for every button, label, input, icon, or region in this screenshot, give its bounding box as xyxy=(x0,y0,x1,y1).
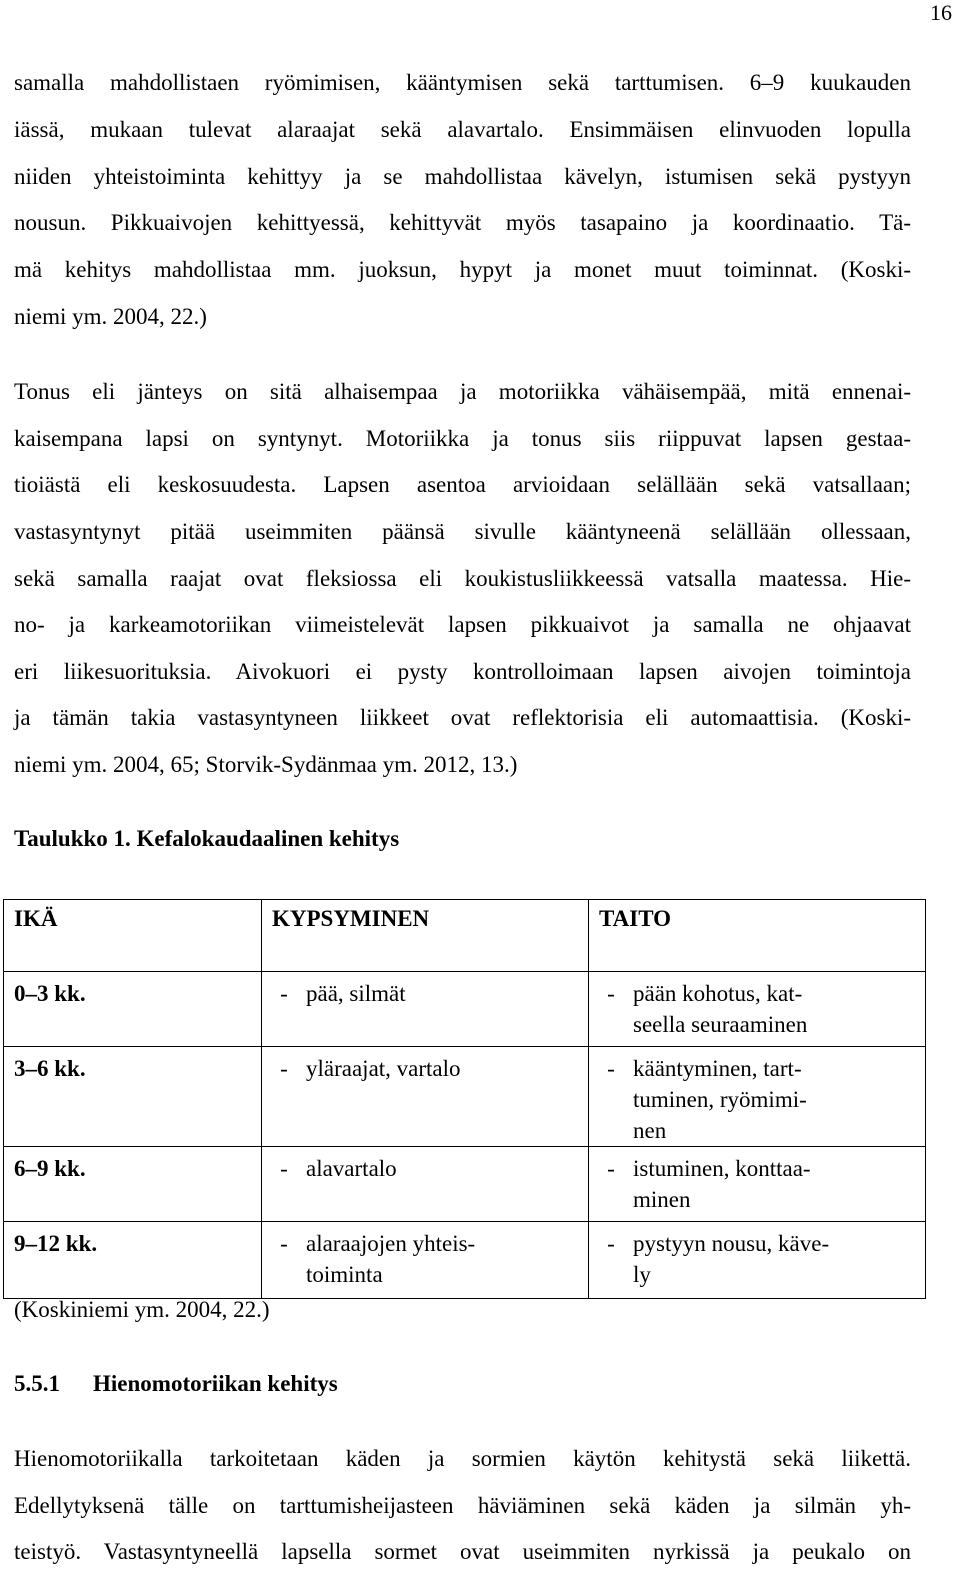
maturation-cell: yläraajat, vartalo xyxy=(306,1056,461,1081)
table-title: Taulukko 1. Kefalokaudaalinen kehitys xyxy=(14,826,400,851)
paragraph-line: teistyö. Vastasyntyneellä lapsella sormet ovat useimmiten nyrkissä ja peukalo on xyxy=(14,1539,911,1564)
table-row: 3–6 kk. - yläraajat, vartalo - kääntyminen, tart- tuminen, ryömimi- nen xyxy=(4,1047,926,1147)
paragraph-line: Edellytyksenä tälle on tarttumisheijasteen häviäminen sekä käden ja silmän yh- xyxy=(14,1493,911,1518)
paragraph-line: iässä, mukaan tulevat alaraajat sekä alavartalo. Ensimmäisen elinvuoden lopulla xyxy=(14,117,911,142)
maturation-cell: pää, silmät xyxy=(306,981,406,1006)
section-title: Hienomotoriikan kehitys xyxy=(93,1371,338,1396)
paragraph-line: samalla mahdollistaen ryömimisen, kääntymisen sekä tarttumisen. 6–9 kuukauden xyxy=(14,70,911,95)
table-source: (Koskiniemi ym. 2004, 22.) xyxy=(14,1297,270,1322)
paragraph-line: Hienomotoriikalla tarkoitetaan käden ja sormien käytön kehitystä sekä liikettä. xyxy=(14,1446,911,1471)
paragraph-line: tioiästä eli keskosuudesta. Lapsen asentoa arvioidaan selällään sekä vatsallaan; xyxy=(14,472,911,497)
paragraph-line: vastasyntynyt pitää useimmiten päänsä sivulle kääntyneenä selällään ollessaan, xyxy=(14,519,911,544)
paragraph-line: niemi ym. 2004, 22.) xyxy=(14,304,207,329)
development-table xyxy=(3,899,926,1299)
paragraph-line: nousun. Pikkuaivojen kehittyessä, kehittyvät myös tasapaino ja koordinaatio. Tä- xyxy=(14,210,911,235)
age-cell: 0–3 kk. xyxy=(14,981,86,1006)
header-maturation: KYPSYMINEN xyxy=(262,900,589,972)
maturation-cell: alavartalo xyxy=(306,1156,397,1181)
age-cell: 9–12 kk. xyxy=(14,1231,98,1256)
paragraph-line: eri liikesuorituksia. Aivokuori ei pysty kontrolloimaan lapsen aivojen toimintoja xyxy=(14,659,911,684)
skill-cell: kääntyminen, tart- tuminen, ryömimi- nen xyxy=(633,1056,807,1143)
header-skill: TAITO xyxy=(589,900,926,972)
table-row: 0–3 kk. - pää, silmät - pään kohotus, kat- seella seuraaminen xyxy=(4,972,926,1047)
paragraph-line: niemi ym. 2004, 65; Storvik-Sydänmaa ym. 2012, 13.) xyxy=(14,752,518,777)
page-number: 16 xyxy=(930,0,952,25)
section-heading xyxy=(14,1371,338,1397)
section-number: 5.5.1 xyxy=(14,1371,60,1396)
paragraph-line: mä kehitys mahdollistaa mm. juoksun, hypyt ja monet muut toiminnat. (Koski- xyxy=(14,257,911,282)
age-cell: 6–9 kk. xyxy=(14,1156,86,1181)
table-row: 9–12 kk. - alaraajojen yhteis- toiminta - pystyyn nousu, käve- ly xyxy=(4,1222,926,1299)
paragraph-line: no- ja karkeamotoriikan viimeistelevät lapsen pikkuaivot ja samalla ne ohjaavat xyxy=(14,612,911,637)
table-row: 6–9 kk. - alavartalo - istuminen, konttaa- minen xyxy=(4,1147,926,1222)
maturation-cell: alaraajojen yhteis- toiminta xyxy=(306,1231,476,1287)
skill-cell: pään kohotus, kat- seella seuraaminen xyxy=(633,981,808,1037)
table-header-row xyxy=(4,900,926,972)
paragraph-line: ja tämän takia vastasyntyneen liikkeet ovat reflektorisia eli automaattisia. (Koski- xyxy=(14,705,911,730)
header-age: IKÄ xyxy=(4,900,262,972)
paragraph-line: Tonus eli jänteys on sitä alhaisempaa ja motoriikka vähäisempää, mitä ennenai- xyxy=(14,379,911,404)
age-cell: 3–6 kk. xyxy=(14,1056,86,1081)
skill-cell: istuminen, konttaa- minen xyxy=(633,1156,811,1212)
paragraph-line: niiden yhteistoiminta kehittyy ja se mahdollistaa kävelyn, istumisen sekä pystyyn xyxy=(14,164,911,189)
paragraph-line: sekä samalla raajat ovat fleksiossa eli koukistusliikkeessä vatsalla maatessa. Hie- xyxy=(14,566,911,591)
paragraph-line: kaisempana lapsi on syntynyt. Motoriikka ja tonus siis riippuvat lapsen gestaa- xyxy=(14,426,911,451)
skill-cell: pystyyn nousu, käve- ly xyxy=(633,1231,830,1287)
